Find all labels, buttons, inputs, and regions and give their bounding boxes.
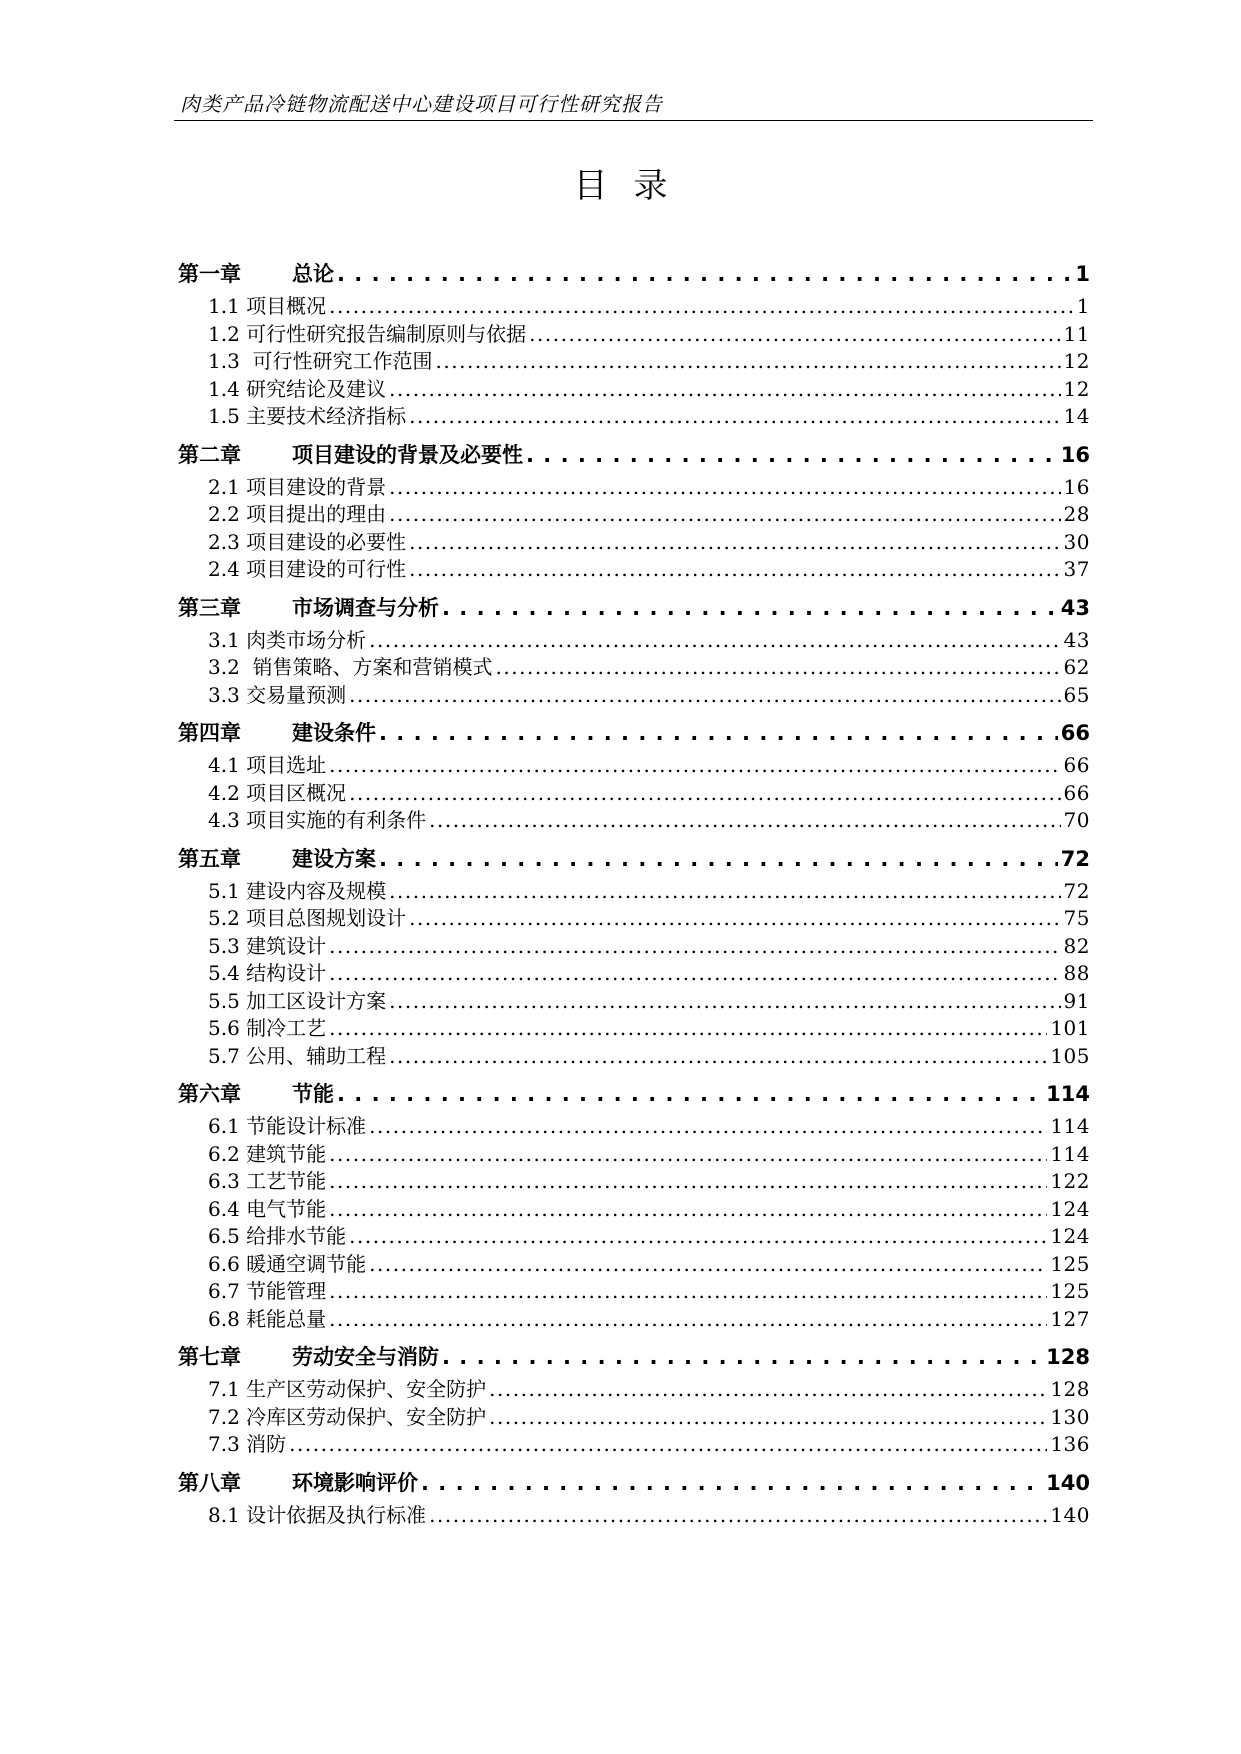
toc-section-entry[interactable] bbox=[178, 1196, 1090, 1224]
toc-section-entry[interactable] bbox=[178, 752, 1090, 780]
toc-section-entry[interactable] bbox=[178, 988, 1090, 1016]
toc-chapter-entry[interactable] bbox=[178, 840, 1090, 878]
section-title: 4.1 项目选址 bbox=[208, 753, 327, 777]
chapter-title: 环境影响评价 bbox=[292, 1470, 418, 1495]
dot-leader bbox=[389, 988, 1060, 1016]
toc-chapter-entry[interactable] bbox=[178, 1464, 1090, 1502]
section-page-number: 14 bbox=[1063, 404, 1090, 428]
dot-leader bbox=[421, 1464, 1043, 1502]
toc-section-entry[interactable] bbox=[178, 1141, 1090, 1169]
section-page-number: 128 bbox=[1050, 1377, 1090, 1401]
dot-leader bbox=[389, 474, 1060, 502]
section-title: 3.2 销售策略、方案和营销模式 bbox=[208, 655, 493, 679]
dot-leader bbox=[389, 878, 1060, 906]
chapter-page-number: 114 bbox=[1046, 1082, 1090, 1106]
section-page-number: 114 bbox=[1050, 1114, 1090, 1138]
chapter-title: 建设方案 bbox=[292, 846, 376, 871]
dot-leader bbox=[329, 1196, 1047, 1224]
chapter-number: 第八章 bbox=[178, 1470, 241, 1495]
section-title: 4.3 项目实施的有利条件 bbox=[208, 808, 427, 832]
section-page-number: 122 bbox=[1050, 1169, 1090, 1193]
section-title: 6.8 耗能总量 bbox=[208, 1306, 327, 1331]
dot-leader bbox=[349, 1223, 1047, 1251]
dot-leader bbox=[329, 1015, 1047, 1043]
chapter-page-number: 43 bbox=[1060, 595, 1090, 620]
chapter-title: 项目建设的背景及必要性 bbox=[292, 442, 523, 467]
toc-section-entry[interactable] bbox=[178, 1502, 1090, 1530]
dot-leader bbox=[337, 255, 1072, 293]
section-title: 7.1 生产区劳动保护、安全防护 bbox=[208, 1377, 487, 1401]
dot-leader bbox=[329, 960, 1060, 988]
toc-section-entry[interactable] bbox=[178, 1168, 1090, 1196]
dot-leader bbox=[489, 1404, 1047, 1432]
section-page-number: 130 bbox=[1050, 1404, 1090, 1429]
section-page-number: 105 bbox=[1050, 1043, 1090, 1068]
section-title: 4.2 项目区概况 bbox=[208, 780, 347, 805]
dot-leader bbox=[389, 1043, 1047, 1071]
section-title: 5.4 结构设计 bbox=[208, 961, 327, 985]
section-page-number: 70 bbox=[1063, 808, 1090, 832]
toc-section-entry[interactable] bbox=[178, 905, 1090, 933]
chapter-number: 第一章 bbox=[178, 262, 241, 286]
section-title: 1.1 项目概况 bbox=[208, 294, 327, 318]
toc-section-entry[interactable] bbox=[178, 1278, 1090, 1306]
section-title: 2.1 项目建设的背景 bbox=[208, 474, 387, 499]
section-page-number: 30 bbox=[1063, 529, 1090, 554]
chapter-number: 第七章 bbox=[178, 1345, 241, 1369]
dot-leader bbox=[496, 654, 1061, 682]
toc-section-entry[interactable] bbox=[178, 654, 1090, 682]
section-page-number: 124 bbox=[1050, 1224, 1090, 1248]
section-page-number: 114 bbox=[1050, 1141, 1090, 1166]
section-title: 8.1 设计依据及执行标准 bbox=[208, 1502, 427, 1527]
toc-section-entry[interactable] bbox=[178, 780, 1090, 808]
section-title: 3.3 交易量预测 bbox=[208, 682, 347, 707]
dot-leader bbox=[289, 1431, 1047, 1459]
dot-leader bbox=[529, 321, 1060, 349]
section-page-number: 65 bbox=[1063, 682, 1090, 707]
section-title: 6.7 节能管理 bbox=[208, 1279, 327, 1303]
dot-leader bbox=[436, 348, 1061, 376]
section-page-number: 140 bbox=[1050, 1502, 1090, 1527]
section-page-number: 12 bbox=[1063, 349, 1090, 373]
toc-section-entry[interactable] bbox=[178, 321, 1090, 349]
section-title: 2.2 项目提出的理由 bbox=[208, 502, 387, 526]
section-page-number: 1 bbox=[1076, 294, 1090, 318]
table-of-contents bbox=[178, 250, 1090, 1529]
toc-section-entry[interactable] bbox=[178, 1376, 1090, 1404]
dot-leader bbox=[389, 376, 1060, 404]
section-title: 6.1 节能设计标准 bbox=[208, 1114, 367, 1138]
section-title: 5.2 项目总图规划设计 bbox=[208, 906, 407, 930]
section-page-number: 72 bbox=[1063, 878, 1090, 903]
chapter-page-number: 1 bbox=[1075, 262, 1090, 286]
section-page-number: 75 bbox=[1063, 906, 1090, 930]
chapter-number: 第四章 bbox=[178, 721, 241, 745]
section-page-number: 101 bbox=[1050, 1016, 1090, 1040]
toc-section-entry[interactable] bbox=[178, 960, 1090, 988]
section-page-number: 136 bbox=[1050, 1432, 1090, 1456]
toc-section-entry[interactable] bbox=[178, 403, 1090, 431]
dot-leader bbox=[329, 1278, 1047, 1306]
chapter-page-number: 16 bbox=[1060, 442, 1090, 467]
dot-leader bbox=[526, 436, 1058, 474]
section-title: 2.4 项目建设的可行性 bbox=[208, 557, 407, 581]
toc-section-entry[interactable] bbox=[178, 1251, 1090, 1279]
section-title: 6.5 给排水节能 bbox=[208, 1224, 347, 1248]
toc-section-entry[interactable] bbox=[178, 348, 1090, 376]
section-title: 6.6 暖通空调节能 bbox=[208, 1251, 367, 1276]
chapter-title: 市场调查与分析 bbox=[292, 595, 439, 620]
section-page-number: 62 bbox=[1063, 655, 1090, 679]
chapter-title: 建设条件 bbox=[292, 721, 376, 745]
toc-section-entry[interactable] bbox=[178, 1223, 1090, 1251]
section-title: 3.1 肉类市场分析 bbox=[208, 627, 367, 652]
toc-section-entry[interactable] bbox=[178, 1015, 1090, 1043]
section-title: 7.2 冷库区劳动保护、安全防护 bbox=[208, 1404, 487, 1429]
chapter-number: 第二章 bbox=[178, 442, 241, 467]
section-page-number: 11 bbox=[1063, 321, 1090, 346]
dot-leader bbox=[329, 1306, 1047, 1334]
chapter-title: 总论 bbox=[292, 262, 334, 286]
chapter-number: 第六章 bbox=[178, 1082, 241, 1106]
toc-section-entry[interactable] bbox=[178, 556, 1090, 584]
dot-leader bbox=[349, 682, 1060, 710]
section-title: 1.3 可行性研究工作范围 bbox=[208, 349, 433, 373]
dot-leader bbox=[329, 752, 1060, 780]
header-title: 肉类产品冷链物流配送中心建设项目可行性研究报告 bbox=[180, 92, 663, 116]
chapter-page-number: 66 bbox=[1060, 721, 1090, 745]
dot-leader bbox=[369, 1251, 1047, 1279]
section-page-number: 125 bbox=[1050, 1251, 1090, 1276]
section-page-number: 82 bbox=[1063, 933, 1090, 958]
section-title: 5.3 建筑设计 bbox=[208, 933, 327, 958]
toc-section-entry[interactable] bbox=[178, 376, 1090, 404]
toc-section-entry[interactable] bbox=[178, 878, 1090, 906]
dot-leader bbox=[429, 807, 1060, 835]
dot-leader bbox=[329, 933, 1060, 961]
dot-leader bbox=[379, 840, 1058, 878]
dot-leader bbox=[369, 627, 1060, 655]
section-title: 5.6 制冷工艺 bbox=[208, 1016, 327, 1040]
section-page-number: 28 bbox=[1063, 502, 1090, 526]
section-title: 5.7 公用、辅助工程 bbox=[208, 1043, 387, 1068]
section-title: 5.1 建设内容及规模 bbox=[208, 878, 387, 903]
section-title: 1.4 研究结论及建议 bbox=[208, 376, 387, 401]
page-header bbox=[174, 86, 1093, 121]
section-page-number: 88 bbox=[1063, 961, 1090, 985]
toc-section-entry[interactable] bbox=[178, 293, 1090, 321]
chapter-page-number: 128 bbox=[1046, 1345, 1090, 1369]
dot-leader bbox=[329, 293, 1074, 321]
dot-leader bbox=[409, 905, 1060, 933]
section-title: 6.2 建筑节能 bbox=[208, 1141, 327, 1166]
section-title: 6.4 电气节能 bbox=[208, 1196, 327, 1221]
dot-leader bbox=[349, 780, 1060, 808]
chapter-number: 第三章 bbox=[178, 595, 241, 620]
chapter-page-number: 72 bbox=[1060, 846, 1090, 871]
toc-section-entry[interactable] bbox=[178, 1043, 1090, 1071]
toc-section-entry[interactable] bbox=[178, 1404, 1090, 1432]
toc-section-entry[interactable] bbox=[178, 1306, 1090, 1334]
toc-title: 目录 bbox=[573, 166, 694, 206]
dot-leader bbox=[379, 714, 1058, 752]
toc-chapter-entry[interactable] bbox=[178, 1075, 1090, 1113]
chapter-title: 节能 bbox=[292, 1082, 334, 1106]
toc-section-entry[interactable] bbox=[178, 682, 1090, 710]
section-title: 7.3 消防 bbox=[208, 1432, 287, 1456]
section-title: 5.5 加工区设计方案 bbox=[208, 988, 387, 1013]
dot-leader bbox=[489, 1376, 1047, 1404]
section-page-number: 66 bbox=[1063, 753, 1090, 777]
toc-section-entry[interactable] bbox=[178, 1431, 1090, 1459]
chapter-number: 第五章 bbox=[178, 846, 241, 871]
chapter-title: 劳动安全与消防 bbox=[292, 1345, 439, 1369]
toc-chapter-entry[interactable] bbox=[178, 1338, 1090, 1376]
dot-leader bbox=[409, 529, 1060, 557]
dot-leader bbox=[409, 556, 1060, 584]
section-page-number: 127 bbox=[1050, 1306, 1090, 1331]
dot-leader bbox=[429, 1502, 1047, 1530]
chapter-page-number: 140 bbox=[1046, 1470, 1090, 1495]
dot-leader bbox=[442, 589, 1058, 627]
toc-chapter-entry[interactable] bbox=[178, 589, 1090, 627]
toc-section-entry[interactable] bbox=[178, 1113, 1090, 1141]
toc-section-entry[interactable] bbox=[178, 933, 1090, 961]
section-page-number: 124 bbox=[1050, 1196, 1090, 1221]
dot-leader bbox=[329, 1141, 1047, 1169]
section-page-number: 91 bbox=[1063, 988, 1090, 1013]
section-title: 1.2 可行性研究报告编制原则与依据 bbox=[208, 321, 527, 346]
dot-leader bbox=[337, 1075, 1043, 1113]
section-page-number: 12 bbox=[1063, 376, 1090, 401]
section-page-number: 16 bbox=[1063, 474, 1090, 499]
section-page-number: 43 bbox=[1063, 627, 1090, 652]
section-title: 2.3 项目建设的必要性 bbox=[208, 529, 407, 554]
section-title: 1.5 主要技术经济指标 bbox=[208, 404, 407, 428]
toc-section-entry[interactable] bbox=[178, 627, 1090, 655]
dot-leader bbox=[329, 1168, 1047, 1196]
toc-section-entry[interactable] bbox=[178, 529, 1090, 557]
section-page-number: 37 bbox=[1063, 557, 1090, 581]
toc-chapter-entry[interactable] bbox=[178, 714, 1090, 752]
toc-chapter-entry[interactable] bbox=[178, 436, 1090, 474]
dot-leader bbox=[409, 403, 1060, 431]
toc-chapter-entry[interactable] bbox=[178, 255, 1090, 293]
section-page-number: 66 bbox=[1063, 780, 1090, 805]
section-title: 6.3 工艺节能 bbox=[208, 1169, 327, 1193]
toc-section-entry[interactable] bbox=[178, 474, 1090, 502]
dot-leader bbox=[442, 1338, 1043, 1376]
toc-section-entry[interactable] bbox=[178, 501, 1090, 529]
dot-leader bbox=[389, 501, 1060, 529]
toc-section-entry[interactable] bbox=[178, 807, 1090, 835]
section-page-number: 125 bbox=[1050, 1279, 1090, 1303]
dot-leader bbox=[369, 1113, 1047, 1141]
